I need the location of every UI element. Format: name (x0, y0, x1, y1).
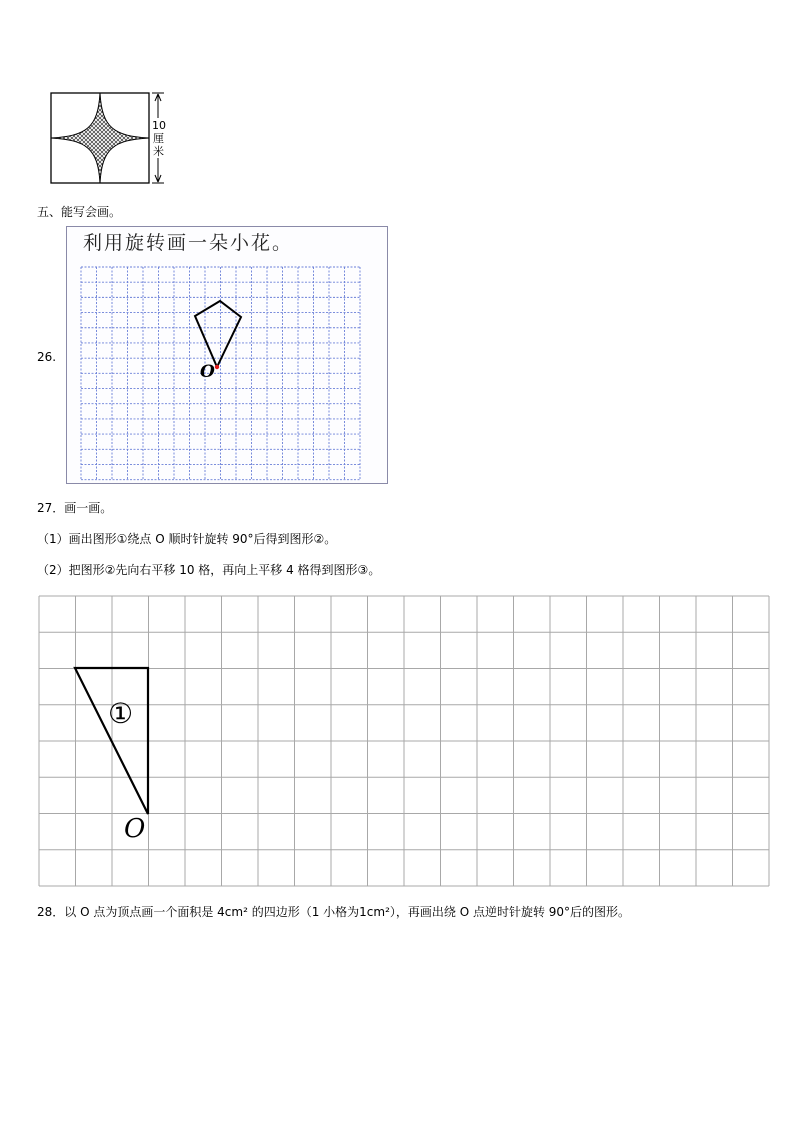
q26-number: 26. (37, 350, 57, 364)
q27-part2: （2）把图形②先向右平移 10 格，再向上平移 4 格得到图形③。 (37, 563, 381, 577)
q28-text: 28．以 O 点为顶点画一个面积是 4cm² 的四边形（1 小格为1cm²），再画出绕 O 点逆时针旋转 90°后的图形。 (37, 905, 631, 919)
q27-grid-svg (38, 595, 770, 887)
q27-part1: （1）画出图形①绕点 O 顺时针旋转 90°后得到图形②。 (37, 532, 337, 546)
section-five-heading: 五、能写会画。 (37, 205, 122, 219)
q26-caption: 利用旋转画一朵小花。 (83, 232, 294, 254)
q26-point-label: O (200, 362, 215, 382)
q27-shape-label: ① (108, 697, 134, 730)
q27-figure (38, 595, 770, 887)
dimension-label-1: 10 (152, 119, 166, 132)
rotation-point (215, 365, 219, 369)
q26-grid-svg (67, 227, 389, 485)
dimension-label-3: 米 (153, 145, 164, 158)
dimension-label-2: 厘 (153, 132, 164, 145)
q27-point-label: O (124, 814, 146, 844)
q26-grid (81, 267, 360, 480)
square-star-figure (50, 92, 175, 184)
kite-shape (195, 301, 241, 367)
q27-title: 27．画一画。 (37, 501, 113, 515)
q26-figure-box (66, 226, 388, 484)
